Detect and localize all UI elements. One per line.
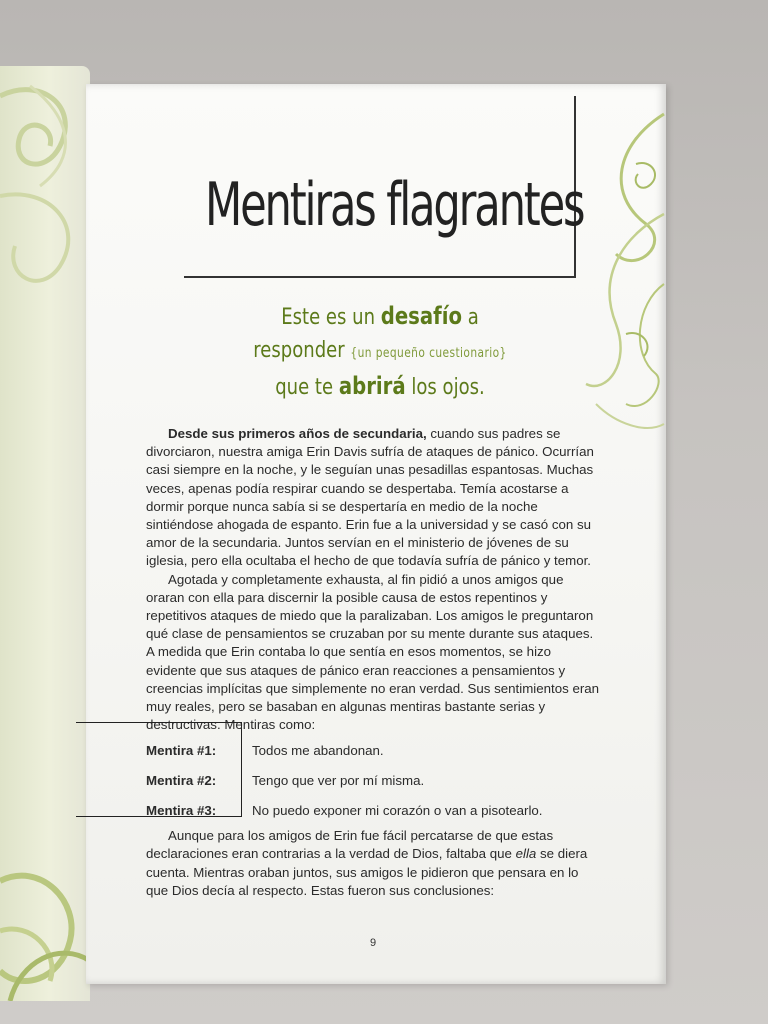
paragraph-text: Aunque para los amigos de Erin fue fácil percatarse de que estas declaraciones eran contrarias a la verdad de Dios, faltaba que [146,828,554,862]
swirl-ornament-bottom-icon [0,841,90,1001]
paragraph-text: cuando sus padres se divorciaron, nuestra amiga Erin Davis sufría de ataques de pánico. Ocurrían casi siempre en la noche, y le seguían unas pesadillas espantosas. Muchas veces, apenas podía respirar cuando se despertaba. Temía acostarse a dormir porque nunca sabía si se despertaría en medio de la noche sintiéndose ahogada de espanto. Erin fue a la universidad y se casó con su amor de la secundaria. Juntos servían en el ministerio de jóvenes de su iglesia, pero ella ocultaba el hecho de que todavía sufría de pánico y temor. [146,426,594,569]
page-number: 9 [370,937,377,949]
paragraph-1 [146,425,602,571]
lie-item-2 [146,765,606,795]
subtitle-text: Este es un [281,305,381,330]
subtitle-line-3 [241,370,520,404]
lie-text: Todos me abandonan. [252,742,384,758]
lie-text: Tengo que ver por mí misma. [252,772,425,788]
body-text-section-1 [146,425,602,734]
lie-label: Mentira #3: [146,802,217,818]
lie-item-3 [146,795,606,825]
subtitle-text: responder [253,338,351,363]
subtitle-emphasis: abrirá [338,372,406,400]
page-title: Mentiras flagrantes [205,170,584,240]
subtitle-bracket-text: {un pequeño cuestionario} [350,346,507,361]
lie-item-1 [146,735,606,765]
paragraph-emphasis: ella [515,846,537,862]
subtitle-block [210,300,550,404]
vine-ornament-icon [576,104,666,464]
subtitle-emphasis: desafío [380,302,462,330]
paragraph-2: Agotada y completamente exhausta, al fin pidió a unos amigos que oraran con ella para discernir la posible causa de estos repentinos y repetitivos ataques de miedo que la paralizaban. Los amigos le preguntaron qué clase de pensamientos se cruzaban por su mente durante sus ataques. A medida que Erin contaba lo que sentía en esos momentos, se hizo evidente que sus ataques de pánico eran reacciones a pensamientos y creencias implícitas que simplemente no eran verdad. Sus sentimientos eran muy reales, pero se basaban en algunas mentiras bastante serias y destructivas. Mentiras como: [146,571,600,733]
subtitle-text: a [462,305,479,330]
subtitle-text: que te [275,375,339,400]
lie-label: Mentira #1: [146,742,217,758]
lie-text: No puedo exponer mi corazón o van a pisotearlo. [252,802,543,818]
paragraph-3 [146,827,596,901]
subtitle-line-1 [241,300,520,334]
paragraph-text: se diera cuenta. Mientras oraban juntos, sus amigos le pidieron que pensara en lo que Dios decía al respecto. Estas fueron sus conclusiones: [146,846,588,899]
subtitle-text: los ojos. [405,375,485,400]
lie-label: Mentira #2: [146,772,217,788]
swirl-ornament-icon [0,76,90,316]
left-facing-page [0,66,90,1001]
paragraph-lead: Desde sus primeros años de secundaria, [168,426,427,441]
body-text-section-2 [146,827,596,901]
subtitle-line-2 [241,334,520,370]
lies-list [146,735,606,825]
